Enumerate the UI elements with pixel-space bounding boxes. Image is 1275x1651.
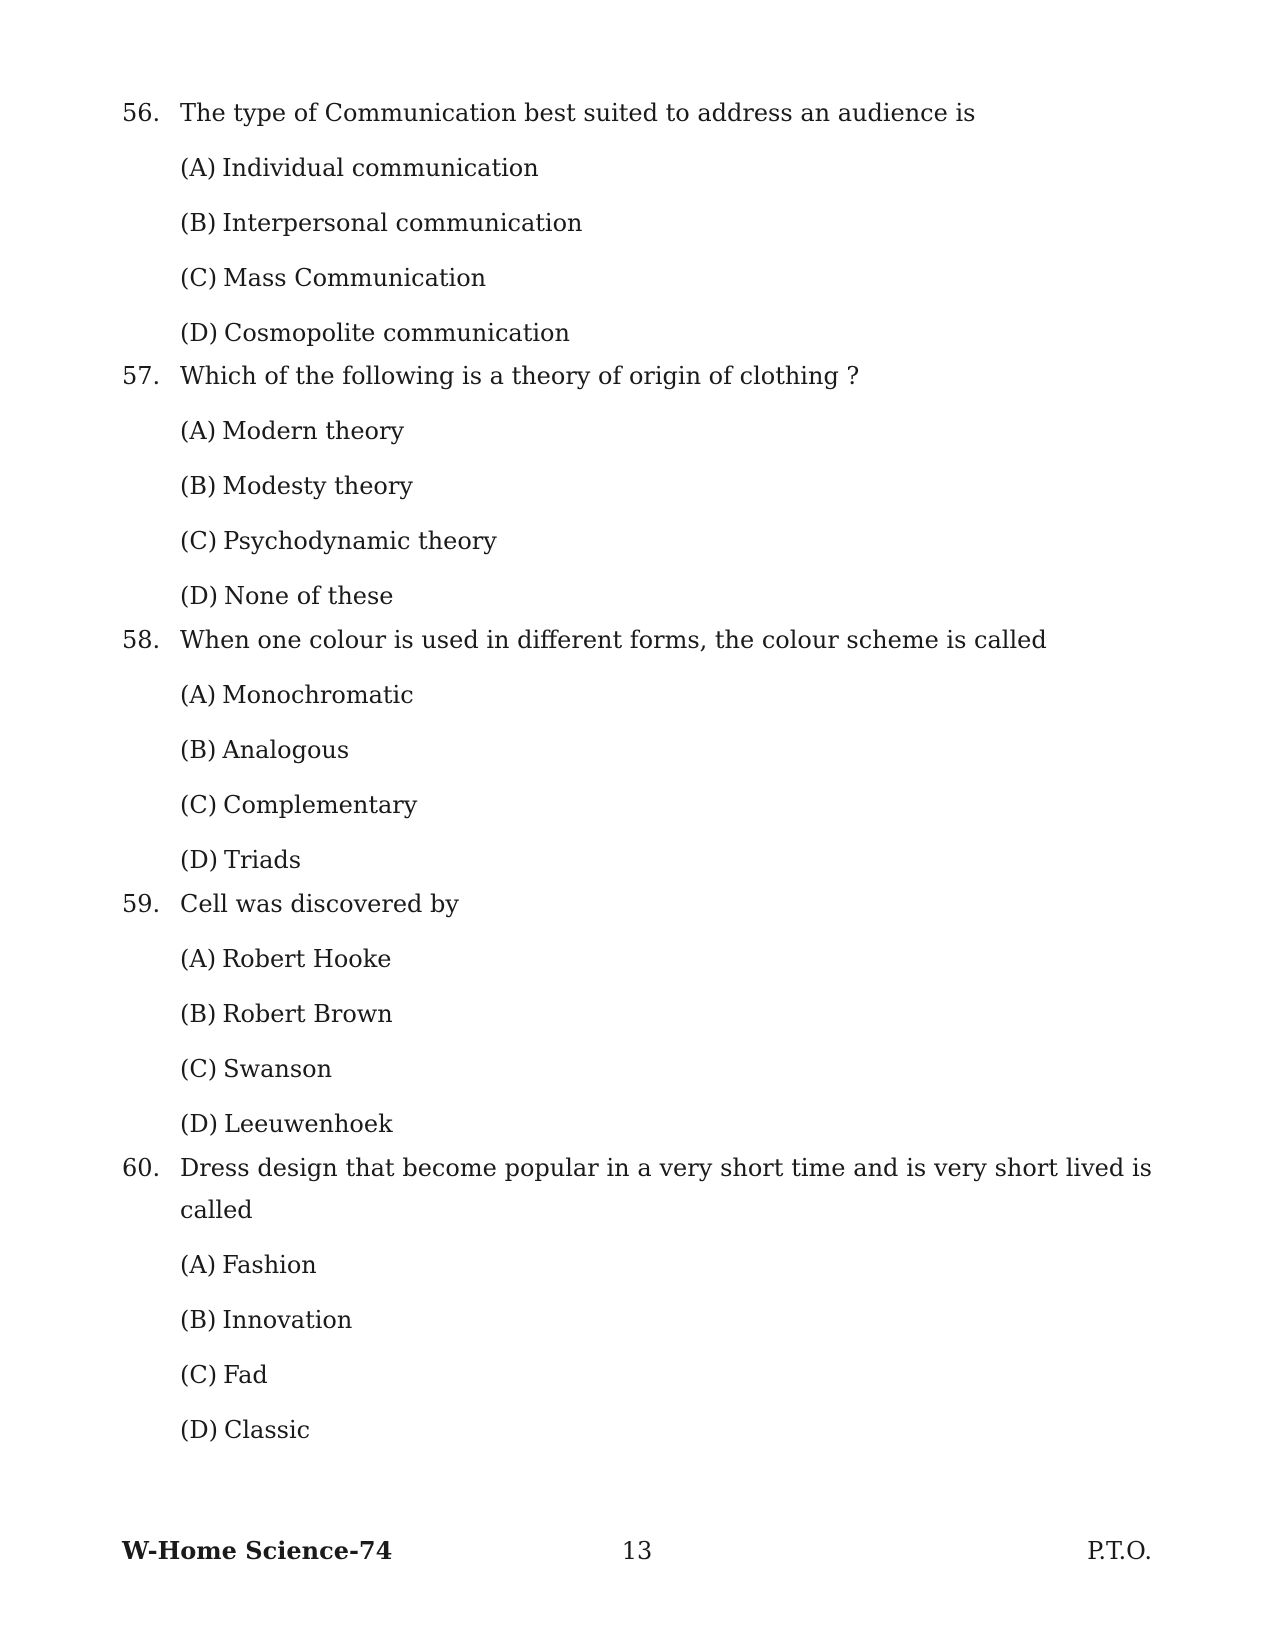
option-a [180,938,1152,980]
option-text: Monochromatic [222,681,414,709]
option-text: Robert Brown [222,1000,393,1028]
page-number: 13 [621,1537,653,1565]
option-a [180,1244,1152,1286]
option-letter: (A) [180,945,217,973]
option-d [180,575,1152,617]
option-a [180,410,1152,452]
question-59 [122,883,1152,1145]
question-stem [122,1147,1152,1231]
question-57 [122,355,1152,617]
option-text: Fad [223,1361,268,1389]
option-letter: (B) [180,1306,217,1334]
option-letter: (D) [180,846,218,874]
option-a [180,147,1152,189]
option-text: Complementary [223,791,418,819]
question-stem [122,92,1152,134]
option-text: Mass Communication [223,264,487,292]
question-text: Which of the following is a theory of origin of clothing ? [180,362,860,390]
option-text: Individual communication [222,154,539,182]
option-c [180,520,1152,562]
option-text: Innovation [222,1306,353,1334]
option-text: Fashion [222,1251,317,1279]
question-58 [122,619,1152,881]
option-letter: (A) [180,1251,217,1279]
option-letter: (B) [180,209,217,237]
option-c [180,784,1152,826]
option-text: Robert Hooke [222,945,392,973]
option-text: Modesty theory [222,472,413,500]
option-letter: (B) [180,736,217,764]
question-text: Cell was discovered by [180,890,459,918]
option-text: Swanson [223,1055,333,1083]
option-c [180,1354,1152,1396]
option-letter: (A) [180,417,217,445]
option-b [180,993,1152,1035]
option-b [180,202,1152,244]
option-text: Analogous [222,736,350,764]
option-letter: (D) [180,319,218,347]
option-letter: (B) [180,472,217,500]
options-list [180,1244,1152,1451]
option-letter: (C) [180,264,218,292]
paper-code: W-Home Science-74 [122,1536,393,1565]
option-d [180,1103,1152,1145]
question-number: 56. [122,99,161,127]
options-list [180,147,1152,354]
option-b [180,1299,1152,1341]
option-d [180,312,1152,354]
question-60 [122,1147,1152,1451]
question-56 [122,92,1152,354]
question-stem [122,355,1152,397]
option-text: Triads [223,846,302,874]
page-footer [122,1530,1152,1572]
options-list [180,674,1152,881]
option-c [180,1048,1152,1090]
option-letter: (D) [180,1416,218,1444]
option-text: Classic [223,1416,311,1444]
option-text: Modern theory [222,417,404,445]
option-letter: (C) [180,791,218,819]
option-letter: (C) [180,1055,218,1083]
option-letter: (D) [180,582,218,610]
option-letter: (D) [180,1110,218,1138]
option-letter: (B) [180,1000,217,1028]
question-number: 58. [122,626,161,654]
pto-label: P.T.O. [1087,1537,1152,1565]
question-number: 57. [122,362,161,390]
options-list [180,938,1152,1145]
question-text: Dress design that become popular in a very short time and is very short lived is called [180,1154,1152,1224]
option-text: Leeuwenhoek [223,1110,393,1138]
option-text: Psychodynamic theory [223,527,497,555]
question-stem [122,883,1152,925]
question-number: 60. [122,1154,161,1182]
option-letter: (A) [180,154,217,182]
option-letter: (C) [180,1361,218,1389]
question-text: When one colour is used in different forms, the colour scheme is called [180,626,1047,654]
option-c [180,257,1152,299]
option-text: Interpersonal communication [222,209,583,237]
options-list [180,410,1152,617]
option-d [180,839,1152,881]
question-stem [122,619,1152,661]
question-number: 59. [122,890,161,918]
option-text: None of these [223,582,394,610]
option-b [180,729,1152,771]
option-b [180,465,1152,507]
question-text: The type of Communication best suited to address an audience is [180,99,976,127]
option-letter: (C) [180,527,218,555]
option-a [180,674,1152,716]
option-d [180,1409,1152,1451]
option-letter: (A) [180,681,217,709]
option-text: Cosmopolite communication [223,319,570,347]
